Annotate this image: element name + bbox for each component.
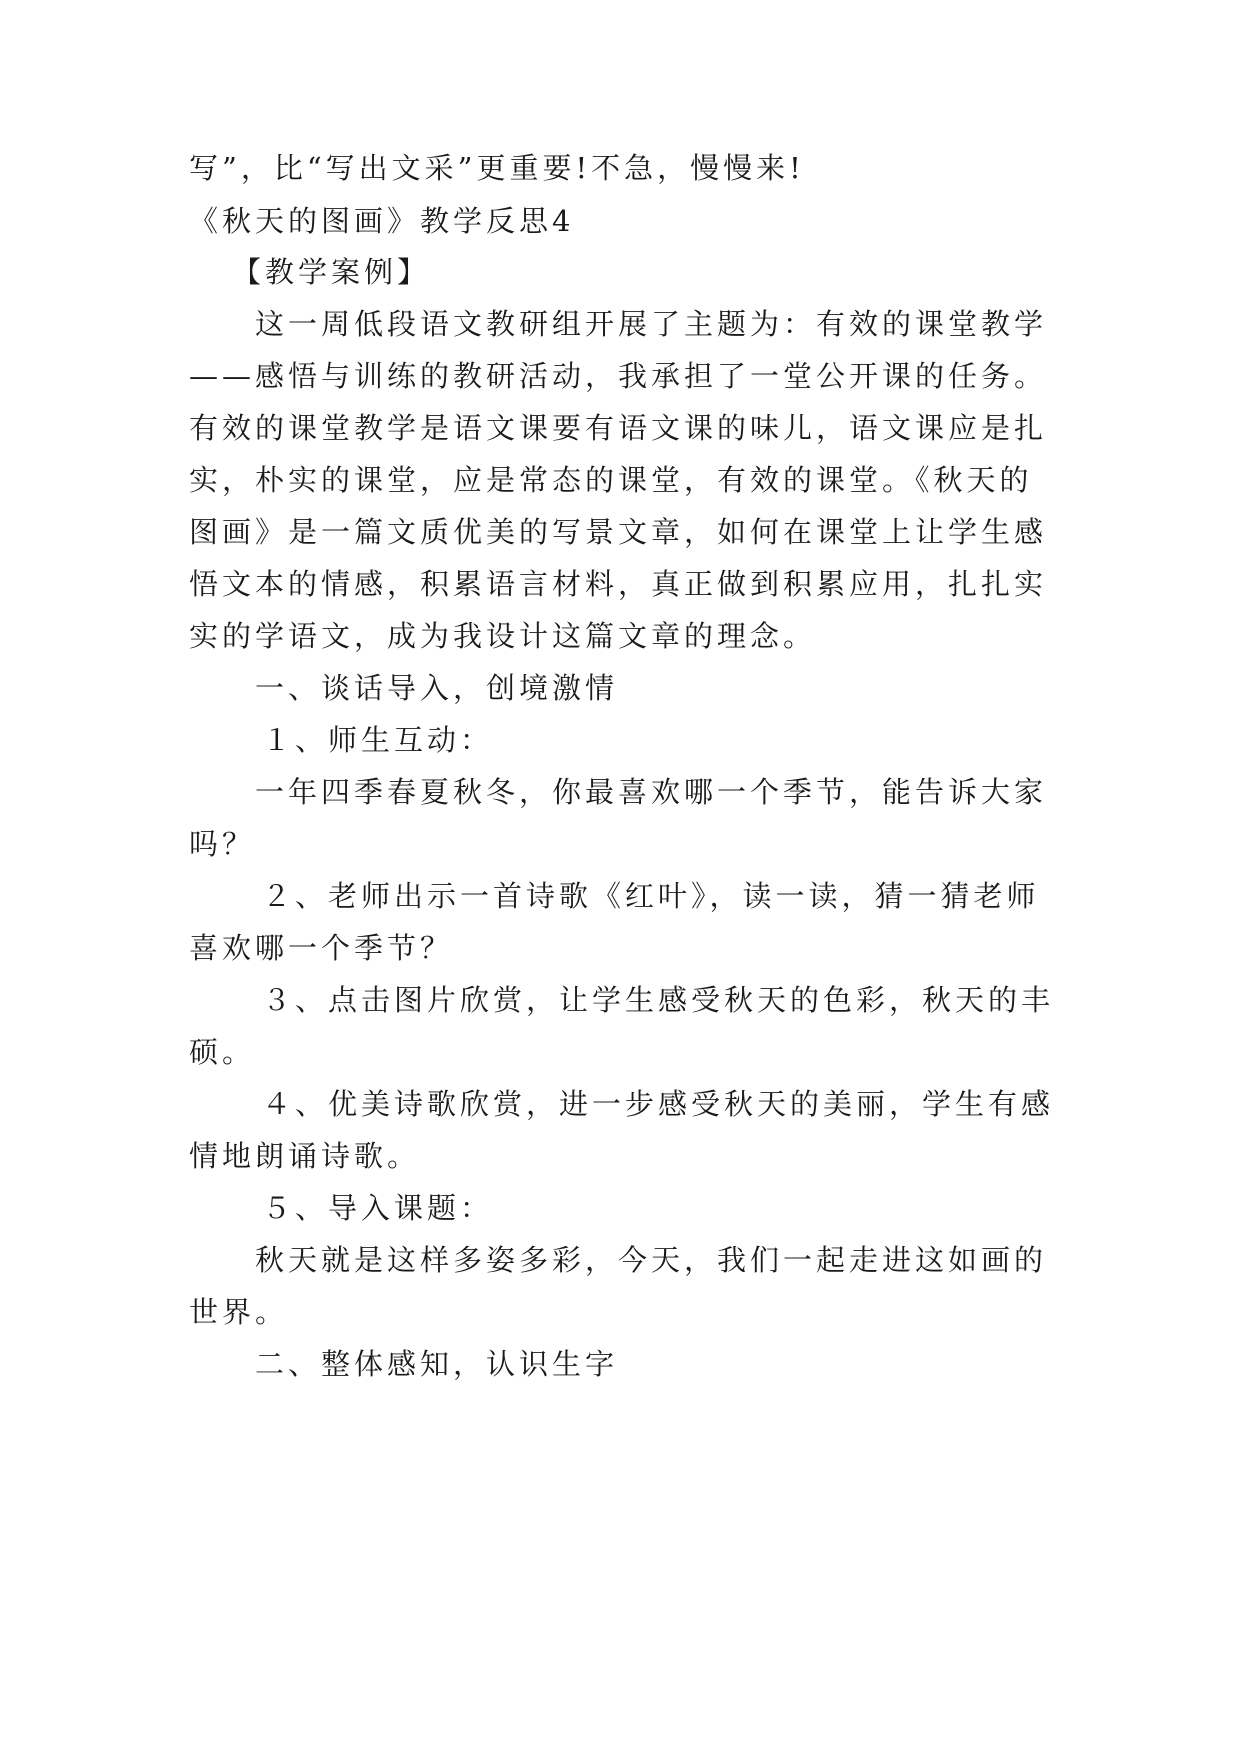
list-item: １、师生互动： <box>262 723 494 757</box>
list-item: ５、导入课题： <box>262 1191 494 1225</box>
paragraph-line: 秋天就是这样多姿多彩，今天，我们一起走进这如画的 <box>255 1243 1048 1277</box>
case-heading: 【教学案例】 <box>232 255 431 289</box>
paragraph-line: 硕。 <box>189 1035 256 1069</box>
paragraph-line: ——感悟与训练的教研活动，我承担了一堂公开课的任务。 <box>189 359 1048 393</box>
list-item: ２、老师出示一首诗歌《红叶》，读一读，猜一猜老师 <box>262 879 1040 913</box>
paragraph-line: 情地朗诵诗歌。 <box>189 1139 421 1173</box>
paragraph-line: 这一周低段语文教研组开展了主题为：有效的课堂教学 <box>255 307 1048 341</box>
paragraph-line: 实，朴实的课堂，应是常态的课堂，有效的课堂。《秋天的 <box>189 463 1033 497</box>
list-item: ４、优美诗歌欣赏，进一步感受秋天的美丽，学生有感 <box>262 1087 1055 1121</box>
text-line-continuation: 写”，比“写出文采”更重要!不急，慢慢来! <box>189 151 805 185</box>
paragraph-line: 有效的课堂教学是语文课要有语文课的味儿，语文课应是扎 <box>189 411 1048 445</box>
section-title: 《秋天的图画》教学反思4 <box>189 204 575 238</box>
paragraph-line: 世界。 <box>189 1295 289 1329</box>
paragraph-line: 一年四季春夏秋冬，你最喜欢哪一个季节，能告诉大家 <box>255 775 1048 809</box>
paragraph-line: 实的学语文，成为我设计这篇文章的理念。 <box>189 619 817 653</box>
paragraph-line: 悟文本的情感，积累语言材料，真正做到积累应用，扎扎实 <box>189 567 1048 601</box>
list-item: ３、点击图片欣赏，让学生感受秋天的色彩，秋天的丰 <box>262 983 1055 1017</box>
paragraph-line: 吗？ <box>189 827 256 861</box>
step-heading: 二、整体感知，认识生字 <box>255 1347 619 1381</box>
paragraph-line: 喜欢哪一个季节？ <box>189 931 454 965</box>
step-heading: 一、谈话导入，创境激情 <box>255 671 619 705</box>
paragraph-line: 图画》是一篇文质优美的写景文章，如何在课堂上让学生感 <box>189 515 1048 549</box>
